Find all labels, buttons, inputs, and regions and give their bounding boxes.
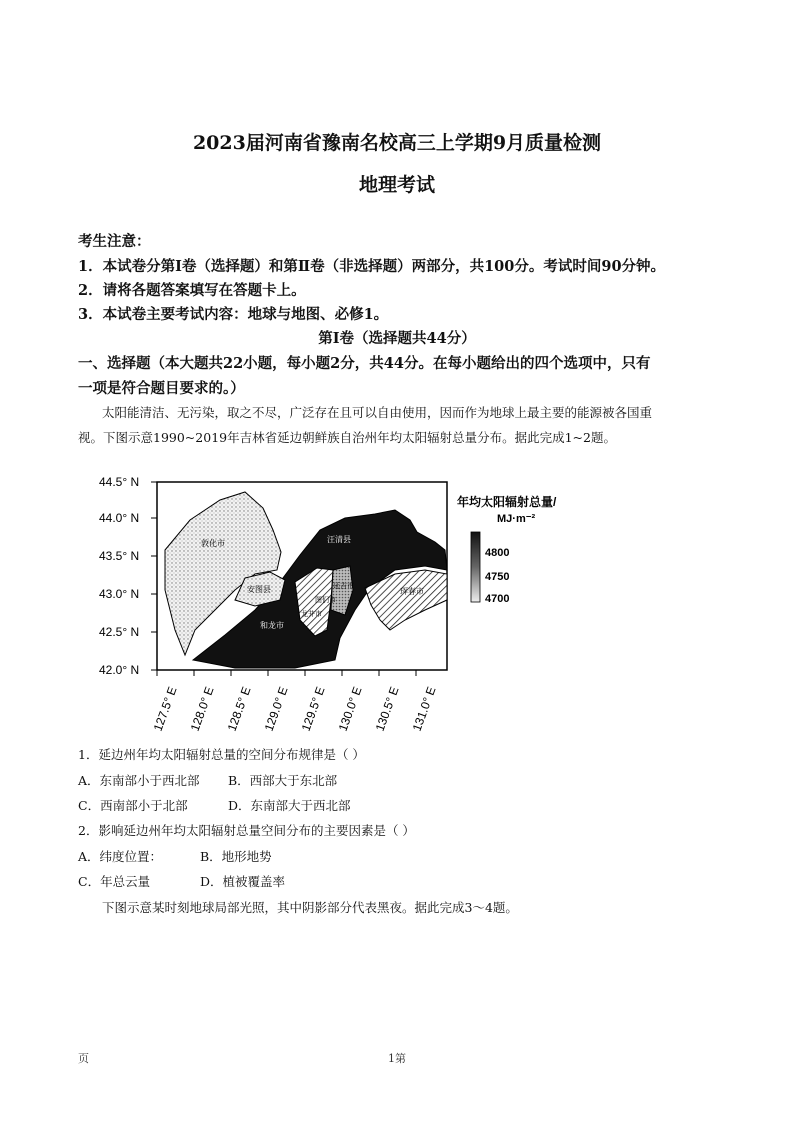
question-2-stem: 2．影响延边州年均太阳辐射总量空间分布的主要因素是（ ） (78, 823, 415, 838)
footer-page-number: 1第 (388, 1052, 406, 1065)
label-yanji: 延吉市 (333, 583, 354, 590)
lat-label: 43.0° N (99, 587, 140, 601)
solar-radiation-map (95, 470, 565, 735)
lat-label: 44.5° N (99, 475, 140, 489)
part1-instruction-1: 一、选择题（本大题共22小题，每小题2分，共44分。在每小题给出的四个选项中，只有 (78, 355, 651, 372)
label-dunhua: 敦化市 (201, 539, 225, 548)
part1-title: 第Ⅰ卷（选择题共44分） (318, 330, 476, 347)
label-hunchun: 珲春市 (400, 587, 424, 596)
lat-axis (99, 475, 157, 677)
label-wangqing: 汪清县 (327, 535, 351, 544)
notice-item-2: 2．请将各题答案填写在答题卡上。 (78, 282, 306, 299)
page-title: 2023届河南省豫南名校高三上学期9月质量检测 (192, 132, 602, 154)
lon-label: 129.0° E (261, 684, 291, 734)
part1-instruction-2: 一项是符合题目要求的。） (78, 380, 245, 397)
label-helong: 和龙市 (260, 621, 284, 630)
legend-value: 4750 (485, 571, 510, 583)
lon-label: 129.5° E (298, 684, 328, 734)
question-2-option-d: D．植被覆盖率 (200, 874, 286, 889)
lon-label: 127.5° E (150, 684, 180, 734)
notice-item-3: 3．本试卷主要考试内容：地球与地图、必修1。 (78, 306, 389, 323)
label-longjing: 龙井市 (301, 611, 322, 618)
footer-left: 页 (78, 1052, 89, 1065)
legend-title: 年均太阳辐射总量/ (457, 495, 557, 509)
question-1-option-c: C．西南部小于北部 (78, 798, 188, 813)
label-antu: 安图县 (247, 585, 271, 594)
label-tumen: 图们市 (315, 597, 336, 604)
lon-label: 130.0° E (335, 684, 365, 734)
question-1-option-b: B．西部大于东北部 (228, 773, 338, 788)
passage1-line1: 太阳能清洁、无污染，取之不尽，广泛存在且可以自由使用，因而作为地球上最主要的能源被各国重 (102, 405, 653, 420)
notice-heading: 考生注意： (78, 233, 151, 250)
question-2-option-c: C．年总云量 (78, 874, 151, 889)
question-2-option-b: B．地形地势 (200, 849, 272, 864)
map-legend (457, 494, 557, 605)
lat-label: 42.0° N (99, 663, 140, 677)
lon-label: 131.0° E (409, 684, 439, 734)
passage2: 下图示意某时刻地球局部光照，其中阴影部分代表黑夜。据此完成3～4题。 (102, 900, 518, 915)
page-subtitle: 地理考试 (358, 174, 435, 196)
lon-label: 128.5° E (224, 684, 254, 734)
lat-label: 44.0° N (99, 511, 140, 525)
lon-label: 128.0° E (187, 684, 217, 734)
question-1-option-d: D．东南部大于西北部 (228, 798, 351, 813)
lon-label: 130.5° E (372, 684, 402, 734)
legend-bar (471, 532, 480, 602)
question-2-option-a: A．纬度位置： (78, 849, 163, 864)
legend-value: 4800 (485, 547, 510, 559)
passage1-line2: 视。下图示意1990~2019年吉林省延边朝鲜族自治州年均太阳辐射总量分布。据此完成1~2题。 (78, 430, 616, 445)
legend-value: 4700 (485, 593, 510, 605)
lon-axis (151, 670, 439, 733)
lat-label: 43.5° N (99, 549, 140, 563)
question-1-stem: 1．延边州年均太阳辐射总量的空间分布规律是（ ） (78, 747, 365, 762)
lat-label: 42.5° N (99, 625, 140, 639)
question-1-option-a: A．东南部小于西北部 (78, 773, 200, 788)
legend-unit: MJ·m⁻² (497, 513, 536, 525)
notice-item-1: 1．本试卷分第Ⅰ卷（选择题）和第Ⅱ卷（非选择题）两部分，共100分。考试时间90分钟。 (78, 258, 666, 275)
